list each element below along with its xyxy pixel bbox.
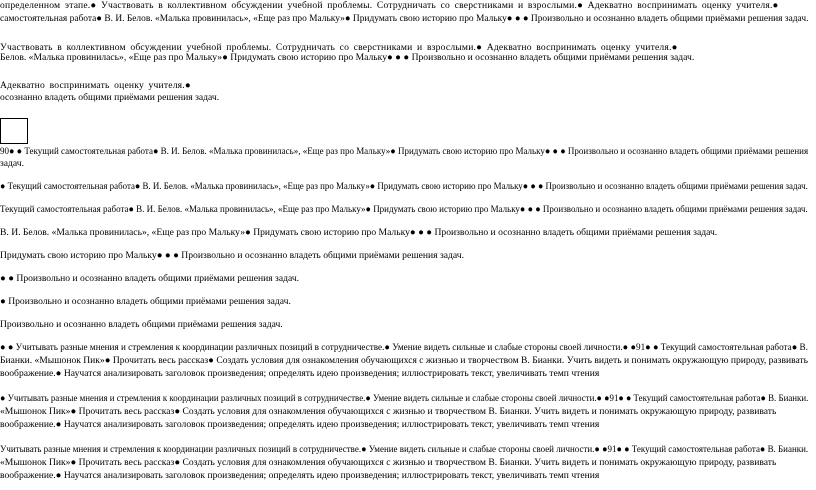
text-line: «Мышонок Пик»● Прочитать весь рассказ● Создать условия для ознакомления обучающихся с жизнью и творчеством В. Бианки. Учить видеть и понимать окружающую природу, развивать [0,457,777,468]
text-line: самостоятельная работа● В. И. Белов. «Малька провинилась», «Еще раз про Мальку»● Придумать свою историю про Мальку● ● ● Произвольно и осознанно владеть общими приёмами решения задач. [0,13,809,24]
text-line: Белов. «Малька провинилась», «Еще раз про Мальку»● Придумать свою историю про Мальку● ● ● Произвольно и осознанно владеть общими приёмами решения задач. [0,52,695,63]
empty-table-cell [0,118,28,144]
text-line: Учитывать разные мнения и стремления к координации различных позиций в сотрудничестве.● Умение видеть сильные и слабые стороны своей личности.● ●91● ● Текущий самостоятельная работа● В. Бианки. [0,444,809,455]
text-line: воображение.● Научатся анализировать заголовок произведения; определять идею произведения; иллюстрировать текст, увеличивать темп чтения [0,368,600,379]
text-line: ● ● Произвольно и осознанно владеть общими приёмами решения задач. [0,273,300,284]
text-line: осознанно владеть общими приёмами решения задач. [0,92,220,103]
text-line: воображение.● Научатся анализировать заголовок произведения; определять идею произведения; иллюстрировать текст, увеличивать темп чтения [0,419,600,430]
text-line: «Мышонок Пик»● Прочитать весь рассказ● Создать условия для ознакомления обучающихся с жизнью и творчеством В. Бианки. Учить видеть и понимать окружающую природу, развивать [0,406,777,417]
text-line: ● ● Учитывать разные мнения и стремления к координации различных позиций в сотрудничестве.● Умение видеть сильные и слабые стороны своей личности.● ●91● ● Текущий самостоятельная работа● В. [0,342,808,353]
text-line: задач. [0,158,25,169]
text-line: Придумать свою историю про Мальку● ● ● Произвольно и осознанно владеть общими приёмами решения задач. [0,250,464,261]
text-line: воображение.● Научатся анализировать заголовок произведения; определять идею произведения; иллюстрировать текст, увеличивать темп чтения [0,470,600,481]
text-line: ● Произвольно и осознанно владеть общими приёмами решения задач. [0,296,291,307]
text-line: Адекватно воспринимать оценку учителя.● [0,80,191,91]
text-line: ● Учитывать разные мнения и стремления к координации различных позиций в сотрудничестве.● Умение видеть сильные и слабые стороны своей личности.● ●91● ● Текущий самостоятельная работа● В. Бианки. [0,393,809,404]
text-line: Текущий самостоятельная работа● В. И. Белов. «Малька провинилась», «Еще раз про Мальку»● Придумать свою историю про Мальку● ● ● Произвольно и осознанно владеть общими приёмами решения задач. [0,204,808,215]
text-line: Бианки. «Мышонок Пик»● Прочитать весь рассказ● Создать условия для ознакомления обучающихся с жизнью и творчеством В. Бианки. Учить видеть и понимать окружающую природу, развивать [0,355,808,366]
text-line: определенном этапе.● Участвовать в коллективном обсуждении учебной проблемы. Сотрудничать со сверстниками и взрослыми.● Адекватно воспринимать оценку учителя.● [0,0,779,11]
text-line: 90● ● Текущий самостоятельная работа● В. И. Белов. «Малька провинилась», «Еще раз про Мальку»● Придумать свою историю про Мальку● ● ● Произвольно и осознанно владеть общими приёмами решения [0,146,809,157]
text-line: ● Текущий самостоятельная работа● В. И. Белов. «Малька провинилась», «Еще раз про Мальку»● Придумать свою историю про Мальку● ● ● Произвольно и осознанно владеть общими приёмами решения задач. [0,181,808,192]
text-line: Произвольно и осознанно владеть общими приёмами решения задач. [0,319,283,330]
text-line: Участвовать в коллективном обсуждении учебной проблемы. Сотрудничать со сверстниками и взрослыми.● Адекватно воспринимать оценку учителя.● [0,42,678,53]
text-line: В. И. Белов. «Малька провинилась», «Еще раз про Мальку»● Придумать свою историю про Мальку● ● ● Произвольно и осознанно владеть общими приёмами решения задач. [0,227,718,238]
